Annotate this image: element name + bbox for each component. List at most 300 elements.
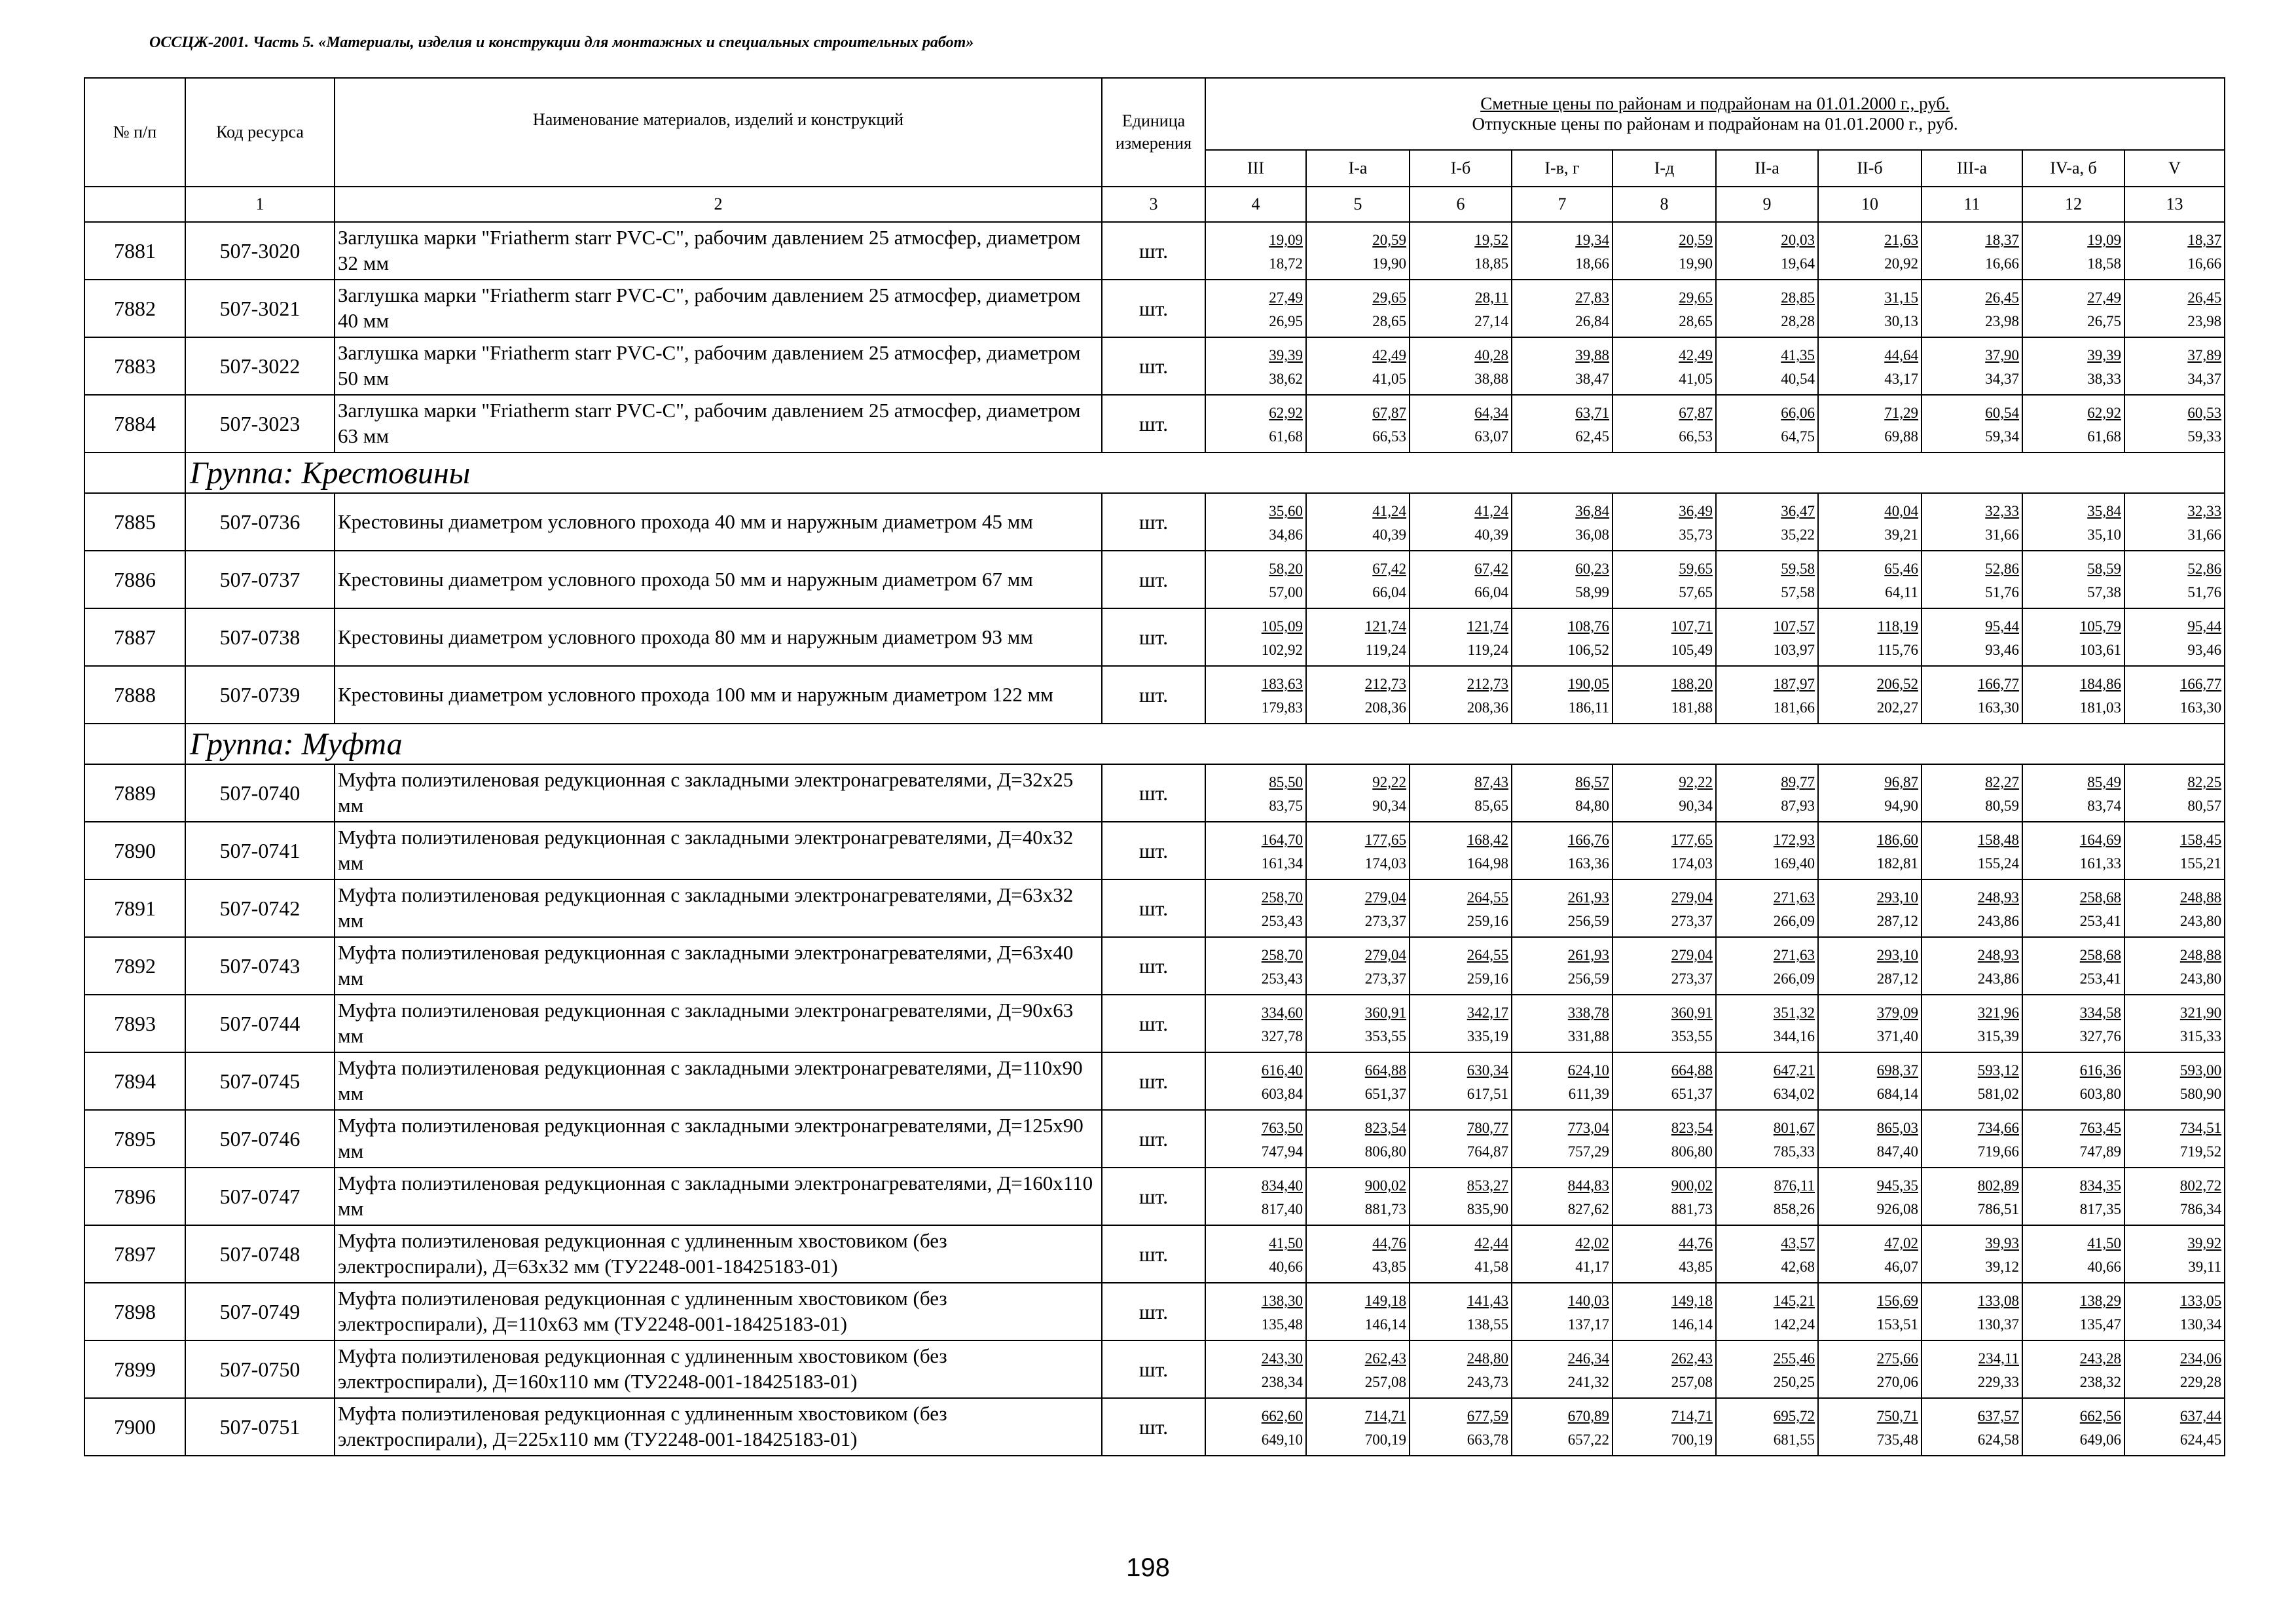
release-price: 256,59: [1567, 970, 1609, 987]
release-price: 43,17: [1884, 371, 1918, 387]
estimate-price: 279,04: [1671, 947, 1713, 963]
release-price: 266,09: [1773, 913, 1815, 929]
estimate-price: 243,30: [1261, 1350, 1303, 1367]
release-price: 66,04: [1474, 584, 1508, 600]
column-number: 2: [335, 187, 1102, 222]
estimate-price: 62,92: [1269, 405, 1303, 421]
release-price: 651,37: [1671, 1086, 1713, 1102]
release-price: 41,17: [1575, 1259, 1609, 1275]
column-number: 4: [1205, 187, 1306, 222]
price-cell: [1922, 995, 2022, 1052]
resource-code: 507-3020: [185, 222, 335, 280]
resource-code: 507-0740: [185, 764, 335, 822]
release-price: 94,90: [1884, 798, 1918, 814]
estimate-price: 172,93: [1773, 832, 1815, 848]
price-cell: [2124, 337, 2225, 395]
estimate-price: 85,50: [1269, 774, 1303, 790]
estimate-price: 37,90: [1985, 347, 2019, 363]
price-cell: [2124, 395, 2225, 452]
price-cell: [1613, 937, 1716, 995]
price-cell: [2124, 280, 2225, 337]
release-price: 41,05: [1679, 371, 1713, 387]
price-cell: [1613, 222, 1716, 280]
release-price: 35,22: [1781, 526, 1815, 543]
release-price: 135,47: [2079, 1316, 2121, 1333]
release-price: 41,58: [1474, 1259, 1508, 1275]
estimate-price: 28,85: [1781, 289, 1815, 306]
price-cell: [1512, 608, 1613, 666]
release-price: 39,21: [1884, 526, 1918, 543]
release-price: 353,55: [1671, 1028, 1713, 1044]
release-price: 137,17: [1567, 1316, 1609, 1333]
estimate-price: 264,55: [1467, 947, 1508, 963]
price-cell: [1716, 764, 1818, 822]
release-price: 344,16: [1773, 1028, 1815, 1044]
price-cell: [1410, 1168, 1512, 1225]
estimate-price: 279,04: [1364, 889, 1406, 906]
table-row: [84, 1340, 2225, 1398]
release-price: 611,39: [1568, 1086, 1609, 1102]
price-cell: [1922, 1110, 2022, 1168]
release-price: 57,65: [1679, 584, 1713, 600]
release-price: 51,76: [2187, 584, 2222, 600]
col-code-header: Код ресурса: [185, 78, 335, 187]
price-cell: [1410, 1225, 1512, 1283]
release-price: 40,54: [1781, 371, 1815, 387]
release-price: 155,24: [1977, 855, 2019, 872]
price-cell: [1205, 1340, 1306, 1398]
release-price: 42,68: [1781, 1259, 1815, 1275]
estimate-price: 18,37: [2187, 232, 2222, 248]
release-price: 253,41: [2079, 913, 2121, 929]
price-cell: [2022, 1168, 2124, 1225]
estimate-price: 351,32: [1773, 1005, 1815, 1021]
price-cell: [1306, 1398, 1410, 1456]
release-price: 106,52: [1567, 642, 1609, 658]
estimate-price: 900,02: [1671, 1177, 1713, 1194]
release-price: 69,88: [1884, 428, 1918, 445]
release-price: 102,92: [1261, 642, 1303, 658]
estimate-price: 19,34: [1575, 232, 1609, 248]
estimate-price: 92,22: [1679, 774, 1713, 790]
release-price: 603,84: [1261, 1086, 1303, 1102]
price-cell: [2124, 1110, 2225, 1168]
release-price: 243,80: [2179, 913, 2222, 929]
price-cell: [1205, 222, 1306, 280]
release-prices-header: Отпускные цены по районам и подрайонам на 01.01.2000 г., руб.: [1472, 114, 1958, 134]
resource-code: 507-0747: [185, 1168, 335, 1225]
estimate-price: 44,64: [1884, 347, 1918, 363]
unit: шт.: [1102, 1110, 1205, 1168]
estimate-price: 35,60: [1269, 503, 1303, 519]
price-cell: [1613, 995, 1716, 1052]
release-price: 85,65: [1474, 798, 1508, 814]
price-cell: [1818, 1398, 1922, 1456]
price-cell: [1512, 666, 1613, 724]
price-cell: [1410, 666, 1512, 724]
estimate-price: 71,29: [1884, 405, 1918, 421]
estimate-price: 138,30: [1261, 1293, 1303, 1309]
estimate-price: 52,86: [2187, 561, 2222, 577]
release-price: 243,86: [1977, 970, 2019, 987]
row-number: 7891: [84, 879, 185, 937]
price-cell: [2124, 879, 2225, 937]
price-cell: [1410, 1283, 1512, 1340]
price-cell: [1205, 995, 1306, 1052]
estimate-price: 262,43: [1671, 1350, 1713, 1367]
region-header: IV-а, б: [2022, 150, 2124, 187]
price-cell: [1306, 1110, 1410, 1168]
price-cell: [1818, 666, 1922, 724]
estimate-price: 107,71: [1671, 618, 1713, 635]
price-cell: [1512, 937, 1613, 995]
resource-code: 507-0743: [185, 937, 335, 995]
release-price: 57,38: [2087, 584, 2121, 600]
estimate-price: 900,02: [1364, 1177, 1406, 1194]
release-price: 266,09: [1773, 970, 1815, 987]
release-price: 817,35: [2079, 1201, 2121, 1217]
resource-code: 507-0750: [185, 1340, 335, 1398]
price-cell: [2022, 337, 2124, 395]
estimate-price: 360,91: [1364, 1005, 1406, 1021]
unit: шт.: [1102, 822, 1205, 879]
release-price: 273,37: [1364, 970, 1406, 987]
price-cell: [1410, 879, 1512, 937]
group-row: [84, 724, 2225, 764]
price-cell: [2022, 280, 2124, 337]
release-price: 38,88: [1474, 371, 1508, 387]
item-name: Муфта полиэтиленовая редукционная с закладными электронагревателями, Д=63х32 мм: [335, 879, 1102, 937]
estimate-price: 41,50: [2087, 1235, 2121, 1251]
release-price: 51,76: [1985, 584, 2019, 600]
price-cell: [1205, 822, 1306, 879]
price-cell: [1205, 1225, 1306, 1283]
row-number: 7890: [84, 822, 185, 879]
price-cell: [1716, 608, 1818, 666]
estimate-price: 190,05: [1567, 676, 1609, 692]
release-price: 164,98: [1467, 855, 1508, 872]
release-price: 835,90: [1467, 1201, 1508, 1217]
estimate-price: 321,96: [1977, 1005, 2019, 1021]
estimate-price: 166,76: [1567, 832, 1609, 848]
resource-code: 507-0748: [185, 1225, 335, 1283]
estimate-price: 27,49: [1269, 289, 1303, 306]
release-price: 64,11: [1885, 584, 1918, 600]
price-cell: [1613, 493, 1716, 551]
price-cell: [1613, 666, 1716, 724]
price-cell: [1410, 608, 1512, 666]
estimate-price: 39,39: [2087, 347, 2121, 363]
price-cell: [1922, 222, 2022, 280]
region-header: III: [1205, 150, 1306, 187]
release-price: 827,62: [1567, 1201, 1609, 1217]
estimate-price: 258,70: [1261, 889, 1303, 906]
release-price: 581,02: [1977, 1086, 2019, 1102]
estimate-price: 58,59: [2087, 561, 2121, 577]
release-price: 243,80: [2179, 970, 2222, 987]
release-price: 83,74: [2087, 798, 2121, 814]
estimate-price: 187,97: [1773, 676, 1815, 692]
unit: шт.: [1102, 337, 1205, 395]
estimate-price: 360,91: [1671, 1005, 1713, 1021]
price-cell: [1205, 1398, 1306, 1456]
price-cell: [1205, 1168, 1306, 1225]
release-price: 93,46: [2187, 642, 2222, 658]
table-row: [84, 1168, 2225, 1225]
price-cell: [1410, 493, 1512, 551]
estimate-price: 87,43: [1474, 774, 1508, 790]
price-cell: [1512, 1340, 1613, 1398]
price-cell: [1306, 337, 1410, 395]
estimate-price: 177,65: [1671, 832, 1713, 848]
estimate-price: 44,76: [1679, 1235, 1713, 1251]
row-number: 7885: [84, 493, 185, 551]
price-cell: [1306, 1340, 1410, 1398]
price-cell: [1922, 608, 2022, 666]
release-price: 34,86: [1269, 526, 1303, 543]
price-cell: [1205, 1110, 1306, 1168]
estimate-price: 21,63: [1884, 232, 1918, 248]
table-row: [84, 1110, 2225, 1168]
estimate-price: 19,52: [1474, 232, 1508, 248]
release-price: 179,83: [1261, 699, 1303, 716]
estimate-price: 876,11: [1774, 1177, 1815, 1194]
resource-code: 507-0741: [185, 822, 335, 879]
price-cell: [1205, 1283, 1306, 1340]
price-cell: [1716, 1225, 1818, 1283]
release-price: 858,26: [1773, 1201, 1815, 1217]
price-cell: [1410, 1340, 1512, 1398]
resource-code: 507-0737: [185, 551, 335, 608]
table-row: [84, 1398, 2225, 1456]
estimate-price: 662,56: [2079, 1408, 2121, 1424]
price-cell: [1410, 395, 1512, 452]
price-cell: [1410, 280, 1512, 337]
estimate-price: 107,57: [1773, 618, 1815, 635]
column-number: 13: [2124, 187, 2225, 222]
table-row: [84, 608, 2225, 666]
estimate-price: 248,93: [1977, 889, 2019, 906]
release-price: 182,81: [1876, 855, 1918, 872]
price-cell: [1818, 551, 1922, 608]
row-number: 7898: [84, 1283, 185, 1340]
estimate-price: 662,60: [1261, 1408, 1303, 1424]
row-number: 7899: [84, 1340, 185, 1398]
release-price: 57,58: [1781, 584, 1815, 600]
item-name: Муфта полиэтиленовая редукционная с закладными электронагревателями, Д=110х90 мм: [335, 1052, 1102, 1110]
price-cell: [1410, 1052, 1512, 1110]
resource-code: 507-0739: [185, 666, 335, 724]
release-price: 28,65: [1679, 313, 1713, 329]
release-price: 146,14: [1671, 1316, 1713, 1333]
estimate-price: 258,68: [2079, 889, 2121, 906]
price-cell: [1410, 337, 1512, 395]
price-cell: [1818, 1052, 1922, 1110]
region-header: I-б: [1410, 150, 1512, 187]
price-cell: [1410, 937, 1512, 995]
estimate-price: 67,42: [1372, 561, 1406, 577]
price-cell: [1205, 1052, 1306, 1110]
region-header: I-д: [1613, 150, 1716, 187]
price-cell: [1818, 879, 1922, 937]
price-cell: [1205, 879, 1306, 937]
resource-code: 507-3022: [185, 337, 335, 395]
release-price: 817,40: [1261, 1201, 1303, 1217]
estimate-price: 149,18: [1671, 1293, 1713, 1309]
price-cell: [1306, 666, 1410, 724]
estimate-price: 36,47: [1781, 503, 1815, 519]
price-cell: [1716, 337, 1818, 395]
estimate-price: 20,59: [1372, 232, 1406, 248]
column-number: [84, 187, 185, 222]
estimate-price: 85,49: [2087, 774, 2121, 790]
unit: шт.: [1102, 1225, 1205, 1283]
price-cell: [1205, 937, 1306, 995]
price-cell: [1818, 395, 1922, 452]
estimate-price: 35,84: [2087, 503, 2121, 519]
estimate-price: 624,10: [1567, 1062, 1609, 1079]
estimate-price: 271,63: [1773, 889, 1815, 906]
estimate-price: 334,58: [2079, 1005, 2121, 1021]
column-number: 12: [2022, 187, 2124, 222]
row-number: 7889: [84, 764, 185, 822]
estimate-price: 40,04: [1884, 503, 1918, 519]
estimate-price: 20,59: [1679, 232, 1713, 248]
unit: шт.: [1102, 937, 1205, 995]
group-spacer: [84, 452, 185, 493]
release-price: 36,08: [1575, 526, 1609, 543]
price-cell: [2022, 395, 2124, 452]
estimate-price: 164,70: [1261, 832, 1303, 848]
estimate-price: 212,73: [1467, 676, 1508, 692]
estimate-price: 734,51: [2179, 1120, 2222, 1136]
release-price: 80,59: [1985, 798, 2019, 814]
item-name: Заглушка марки "Friatherm starr PVC-C", рабочим давлением 25 атмосфер, диаметром 63 мм: [335, 395, 1102, 452]
price-cell: [1818, 337, 1922, 395]
release-price: 335,19: [1467, 1028, 1508, 1044]
price-cell: [1818, 1340, 1922, 1398]
estimate-price: 234,11: [1978, 1350, 2019, 1367]
release-price: 273,37: [1364, 913, 1406, 929]
estimate-price: 293,10: [1876, 947, 1918, 963]
table-row: [84, 337, 2225, 395]
unit: шт.: [1102, 280, 1205, 337]
release-price: 28,28: [1781, 313, 1815, 329]
release-price: 273,37: [1671, 913, 1713, 929]
release-price: 63,07: [1474, 428, 1508, 445]
price-cell: [2022, 1283, 2124, 1340]
estimate-price: 261,93: [1567, 947, 1609, 963]
price-cell: [2022, 1398, 2124, 1456]
estimate-price: 802,72: [2179, 1177, 2222, 1194]
column-number: 1: [185, 187, 335, 222]
price-cell: [1716, 995, 1818, 1052]
price-cell: [2022, 879, 2124, 937]
estimate-price: 26,45: [2187, 289, 2222, 306]
price-cell: [1306, 879, 1410, 937]
estimate-price: 616,36: [2079, 1062, 2121, 1079]
price-cell: [1306, 995, 1410, 1052]
price-cell: [1818, 280, 1922, 337]
release-price: 747,89: [2079, 1143, 2121, 1160]
release-price: 59,33: [2187, 428, 2222, 445]
estimate-price: 43,57: [1781, 1235, 1815, 1251]
release-price: 155,21: [2179, 855, 2222, 872]
release-price: 61,68: [2087, 428, 2121, 445]
price-cell: [1306, 1283, 1410, 1340]
row-number: 7887: [84, 608, 185, 666]
price-cell: [1922, 1168, 2022, 1225]
price-cell: [1922, 1283, 2022, 1340]
release-price: 764,87: [1467, 1143, 1508, 1160]
price-cell: [1613, 280, 1716, 337]
column-number: 7: [1512, 187, 1613, 222]
column-number-row: [84, 187, 2225, 222]
estimate-price: 593,12: [1977, 1062, 2019, 1079]
estimate-price: 234,06: [2179, 1350, 2222, 1367]
estimate-price: 89,77: [1781, 774, 1815, 790]
table-row: [84, 1283, 2225, 1340]
release-price: 43,85: [1679, 1259, 1713, 1275]
price-cell: [2022, 1225, 2124, 1283]
group-row: [84, 452, 2225, 493]
estimate-price: 188,20: [1671, 676, 1713, 692]
release-price: 87,93: [1781, 798, 1815, 814]
estimate-price: 36,49: [1679, 503, 1713, 519]
price-cell: [1306, 1052, 1410, 1110]
estimate-price: 177,65: [1364, 832, 1406, 848]
row-number: 7888: [84, 666, 185, 724]
price-cell: [1512, 879, 1613, 937]
release-price: 257,08: [1671, 1374, 1713, 1390]
price-cell: [1716, 666, 1818, 724]
price-cell: [1512, 1168, 1613, 1225]
price-cell: [2124, 1052, 2225, 1110]
price-cell: [1716, 493, 1818, 551]
release-price: 66,04: [1372, 584, 1406, 600]
price-cell: [1818, 822, 1922, 879]
price-cell: [1818, 995, 1922, 1052]
price-cell: [1512, 1283, 1613, 1340]
release-price: 270,06: [1876, 1374, 1918, 1390]
price-cell: [2124, 995, 2225, 1052]
price-cell: [1613, 764, 1716, 822]
price-cell: [2022, 493, 2124, 551]
price-cell: [1512, 995, 1613, 1052]
unit: шт.: [1102, 995, 1205, 1052]
row-number: 7881: [84, 222, 185, 280]
price-cell: [2022, 222, 2124, 280]
row-number: 7882: [84, 280, 185, 337]
release-price: 18,58: [2087, 255, 2121, 272]
col-unit-header: Единица измерения: [1102, 78, 1205, 187]
price-cell: [1716, 1110, 1818, 1168]
price-cell: [1205, 493, 1306, 551]
column-number: 8: [1613, 187, 1716, 222]
release-price: 103,61: [2079, 642, 2121, 658]
release-price: 229,28: [2179, 1374, 2222, 1390]
estimate-price: 67,87: [1679, 405, 1713, 421]
estimate-price: 65,46: [1884, 561, 1918, 577]
release-price: 624,58: [1977, 1431, 2019, 1448]
release-price: 353,55: [1364, 1028, 1406, 1044]
estimate-price: 275,66: [1876, 1350, 1918, 1367]
column-number: 3: [1102, 187, 1205, 222]
estimate-price: 853,27: [1467, 1177, 1508, 1194]
price-cell: [1818, 1283, 1922, 1340]
estimate-price: 105,09: [1261, 618, 1303, 635]
item-name: Муфта полиэтиленовая редукционная с закладными электронагревателями, Д=160х110 мм: [335, 1168, 1102, 1225]
